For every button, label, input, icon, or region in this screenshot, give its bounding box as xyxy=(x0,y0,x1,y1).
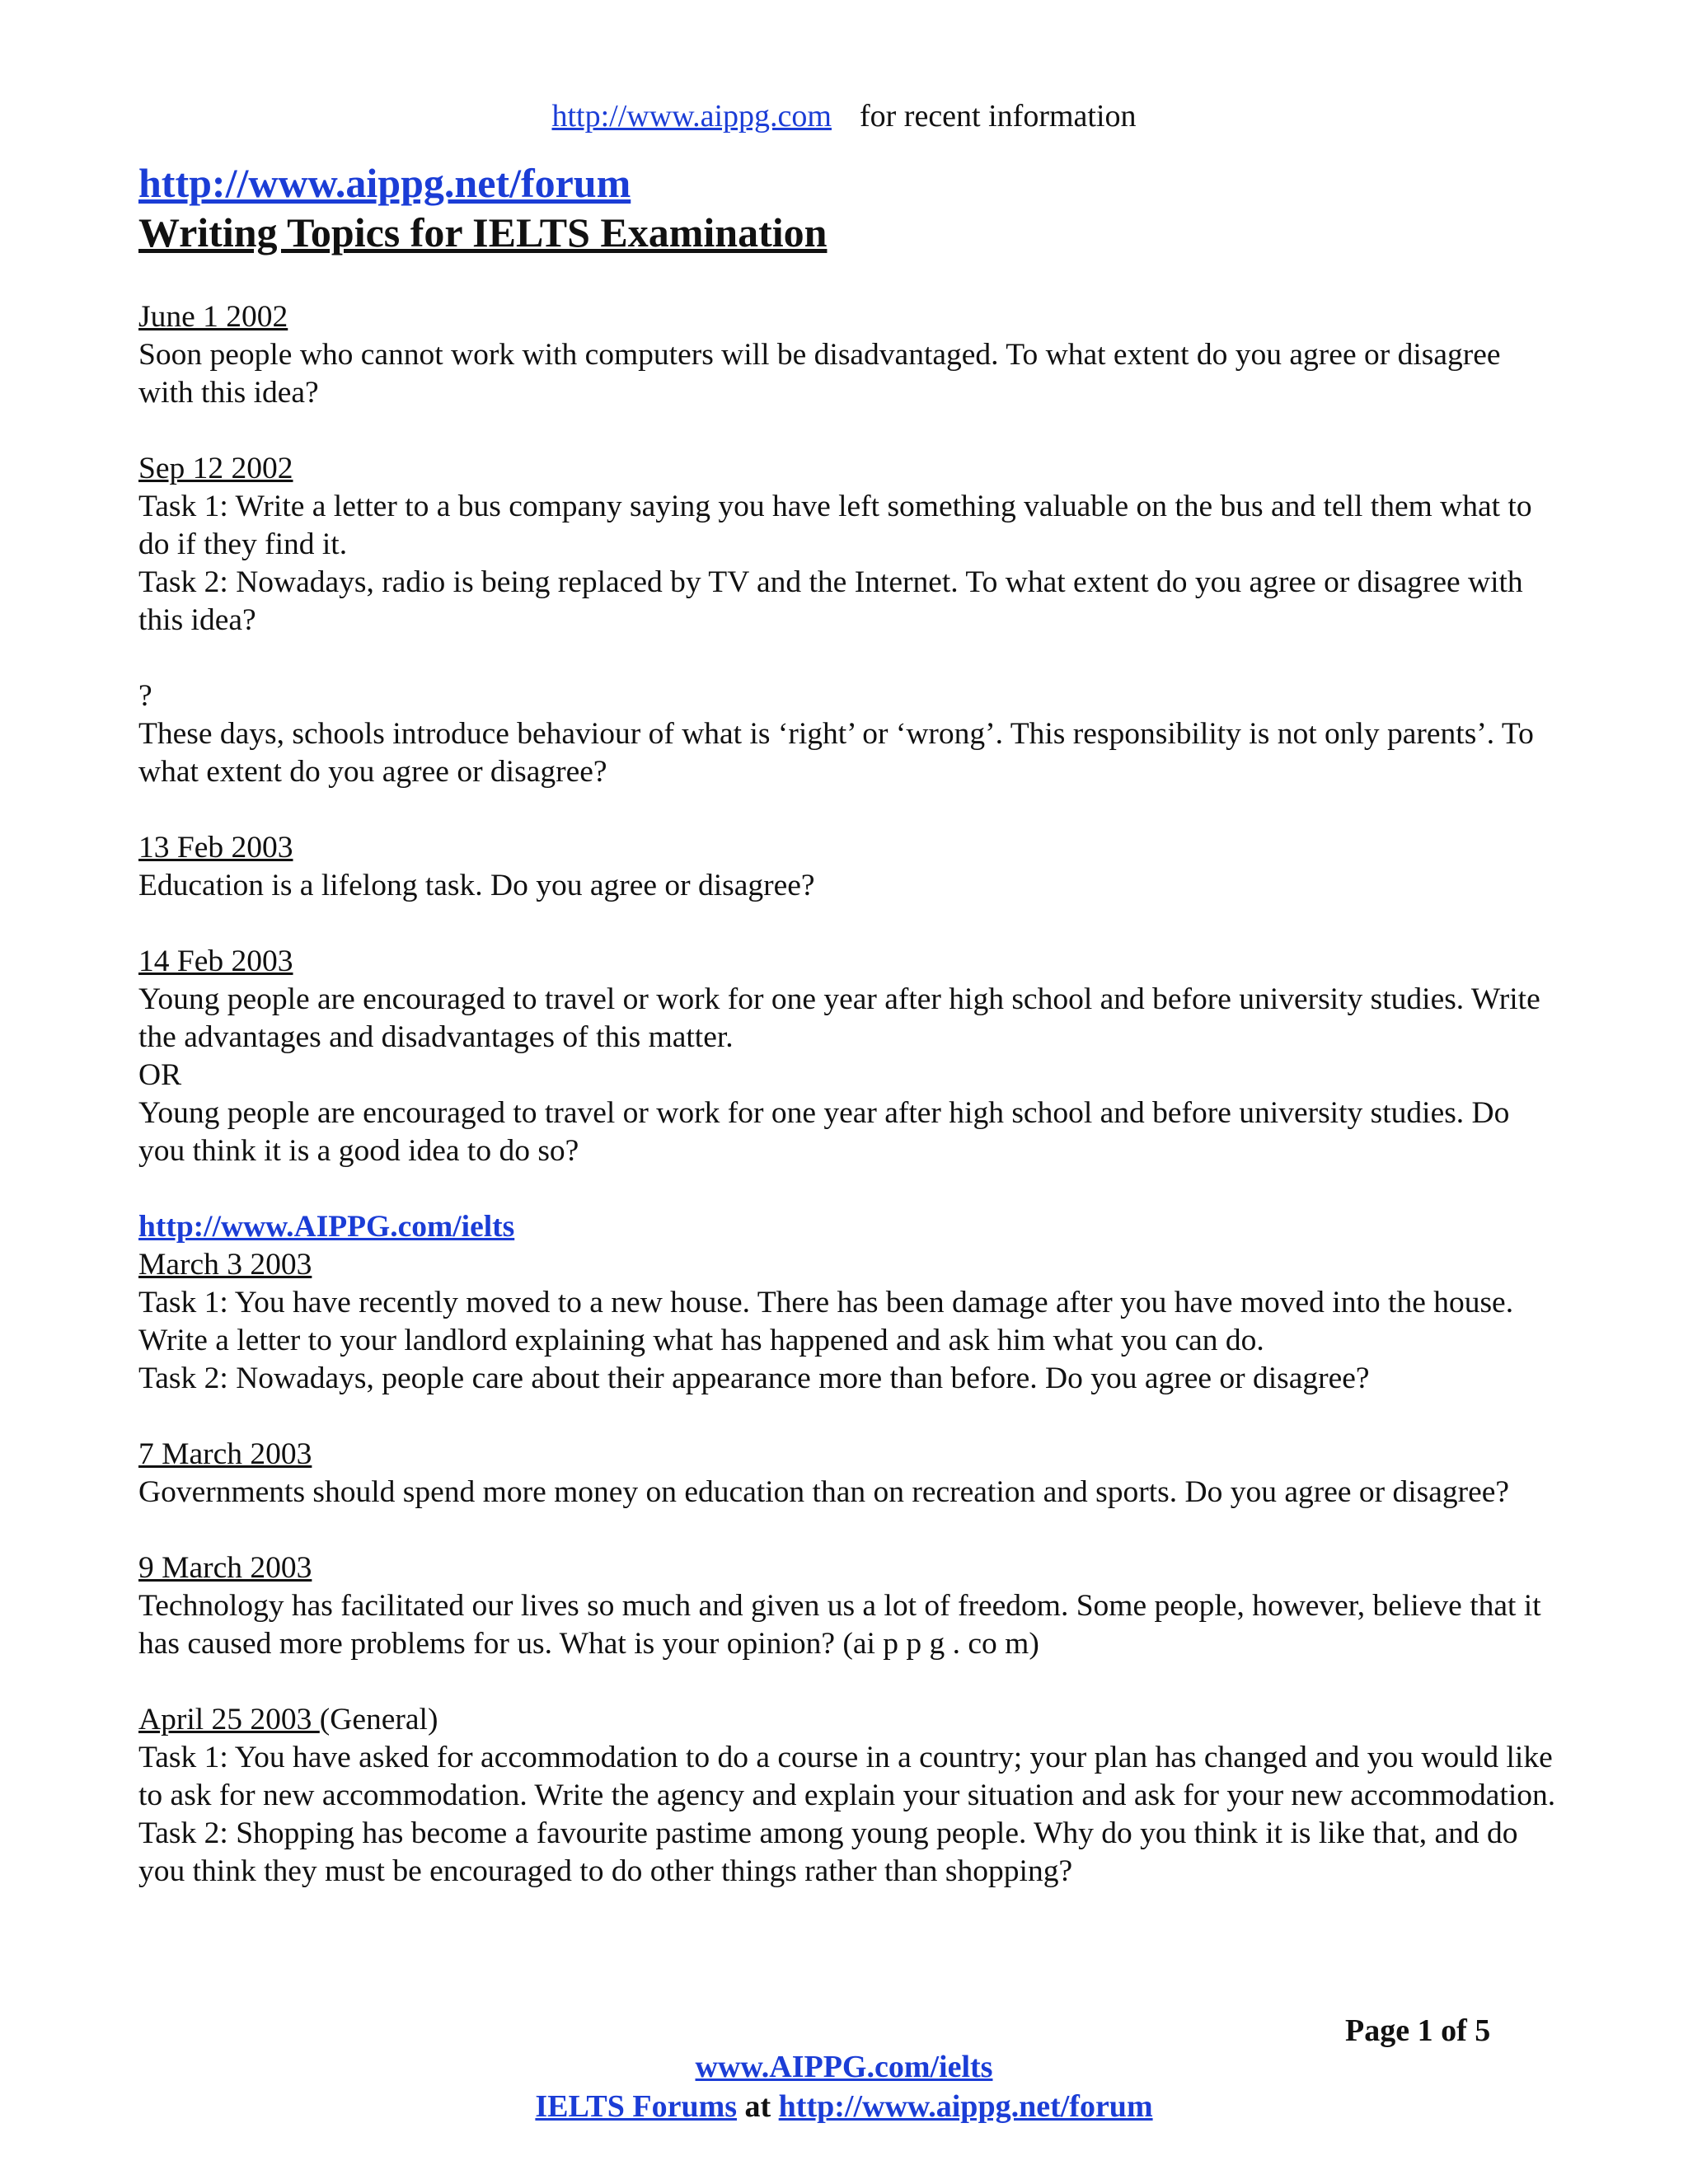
entry-date: March 3 2003 xyxy=(138,1248,312,1282)
entry-text: Task 2: Shopping has become a favourite pastime among young people. Why do you think it is like that, and do you think they must be encouraged to do other things rather than shopping? xyxy=(138,1816,1518,1888)
entry-text: Education is a lifelong task. Do you agree or disagree? xyxy=(138,869,815,902)
entry-text: Soon people who cannot work with computers will be disadvantaged. To what extent do you agree or disagree with this idea? xyxy=(138,338,1501,410)
footer-forums-link[interactable]: IELTS Forums xyxy=(535,2089,738,2124)
entry-date: 13 Feb 2003 xyxy=(138,831,293,865)
entry-date: April 25 2003 xyxy=(138,1703,320,1736)
page-number: Page 1 of 5 xyxy=(1345,2013,1491,2048)
aippg-ielts-link[interactable]: http://www.AIPPG.com/ielts xyxy=(138,1210,515,1244)
entry-text: Young people are encouraged to travel or work for one year after high school and before university studies. Write the advantages and disadvantages of this matter. xyxy=(138,982,1540,1054)
footer xyxy=(0,2047,1688,2126)
forum-title-link[interactable]: http://www.aippg.net/forum xyxy=(138,160,631,206)
entry-date: ? xyxy=(138,679,152,713)
entry-text: OR xyxy=(138,1058,182,1092)
entry-date: 9 March 2003 xyxy=(138,1551,312,1585)
entry-7-march-2003 xyxy=(138,1436,1556,1511)
entry-text: These days, schools introduce behaviour of what is ‘right’ or ‘wrong’. This responsibility is not only parents’. To what extent do you agree or disagree? xyxy=(138,717,1534,789)
page-title: Writing Topics for IELTS Examination xyxy=(138,209,828,255)
entry-13-feb-2003 xyxy=(138,829,1556,905)
footer-at-text: at xyxy=(744,2089,771,2124)
entry-date: June 1 2002 xyxy=(138,300,288,334)
entry-date-suffix: (General) xyxy=(319,1703,438,1736)
entry-text: Task 1: You have asked for accommodation to do a course in a country; your plan has changed and you would like to ask for new accommodation. Write the agency and explain your situation and ask for your new accommodation. xyxy=(138,1741,1556,1812)
footer-ielts-link[interactable]: www.AIPPG.com/ielts xyxy=(695,2050,993,2084)
header-text: for recent information xyxy=(859,99,1137,134)
entry-sep-12-2002 xyxy=(138,450,1556,640)
header-link[interactable]: http://www.aippg.com xyxy=(551,99,832,134)
entry-text: Task 2: Nowadays, people care about their appearance more than before. Do you agree or disagree? xyxy=(138,1361,1370,1395)
entry-april-25-2003 xyxy=(138,1701,1556,1891)
entry-9-march-2003 xyxy=(138,1549,1556,1663)
entry-text: Technology has facilitated our lives so much and given us a lot of freedom. Some people, however, believe that it has caused more problems for us. What is your opinion? (ai p p g . co m) xyxy=(138,1589,1541,1661)
document-body xyxy=(138,158,1556,1891)
entry-14-feb-2003 xyxy=(138,943,1556,1170)
entry-unknown-date xyxy=(138,677,1556,791)
entry-june-1-2002 xyxy=(138,298,1556,412)
entry-text: Governments should spend more money on education than on recreation and sports. Do you agree or disagree? xyxy=(138,1475,1510,1509)
footer-forum-link[interactable]: http://www.aippg.net/forum xyxy=(778,2089,1153,2124)
entry-date: 7 March 2003 xyxy=(138,1437,312,1471)
entry-text: Young people are encouraged to travel or work for one year after high school and before university studies. Do you think it is a good idea to do so? xyxy=(138,1096,1510,1168)
entry-text: Task 2: Nowadays, radio is being replaced by TV and the Internet. To what extent do you agree or disagree with this idea? xyxy=(138,565,1523,637)
entry-date: 14 Feb 2003 xyxy=(138,944,293,978)
entry-date: Sep 12 2002 xyxy=(138,452,293,485)
entry-text: Task 1: Write a letter to a bus company saying you have left something valuable on the bus and tell them what to do if they find it. xyxy=(138,490,1532,561)
entry-text: Task 1: You have recently moved to a new house. There has been damage after you have moved into the house. Write a letter to your landlord explaining what has happened and ask him what you can do. xyxy=(138,1286,1514,1357)
entry-march-3-2003 xyxy=(138,1208,1556,1398)
header-line xyxy=(0,96,1688,137)
